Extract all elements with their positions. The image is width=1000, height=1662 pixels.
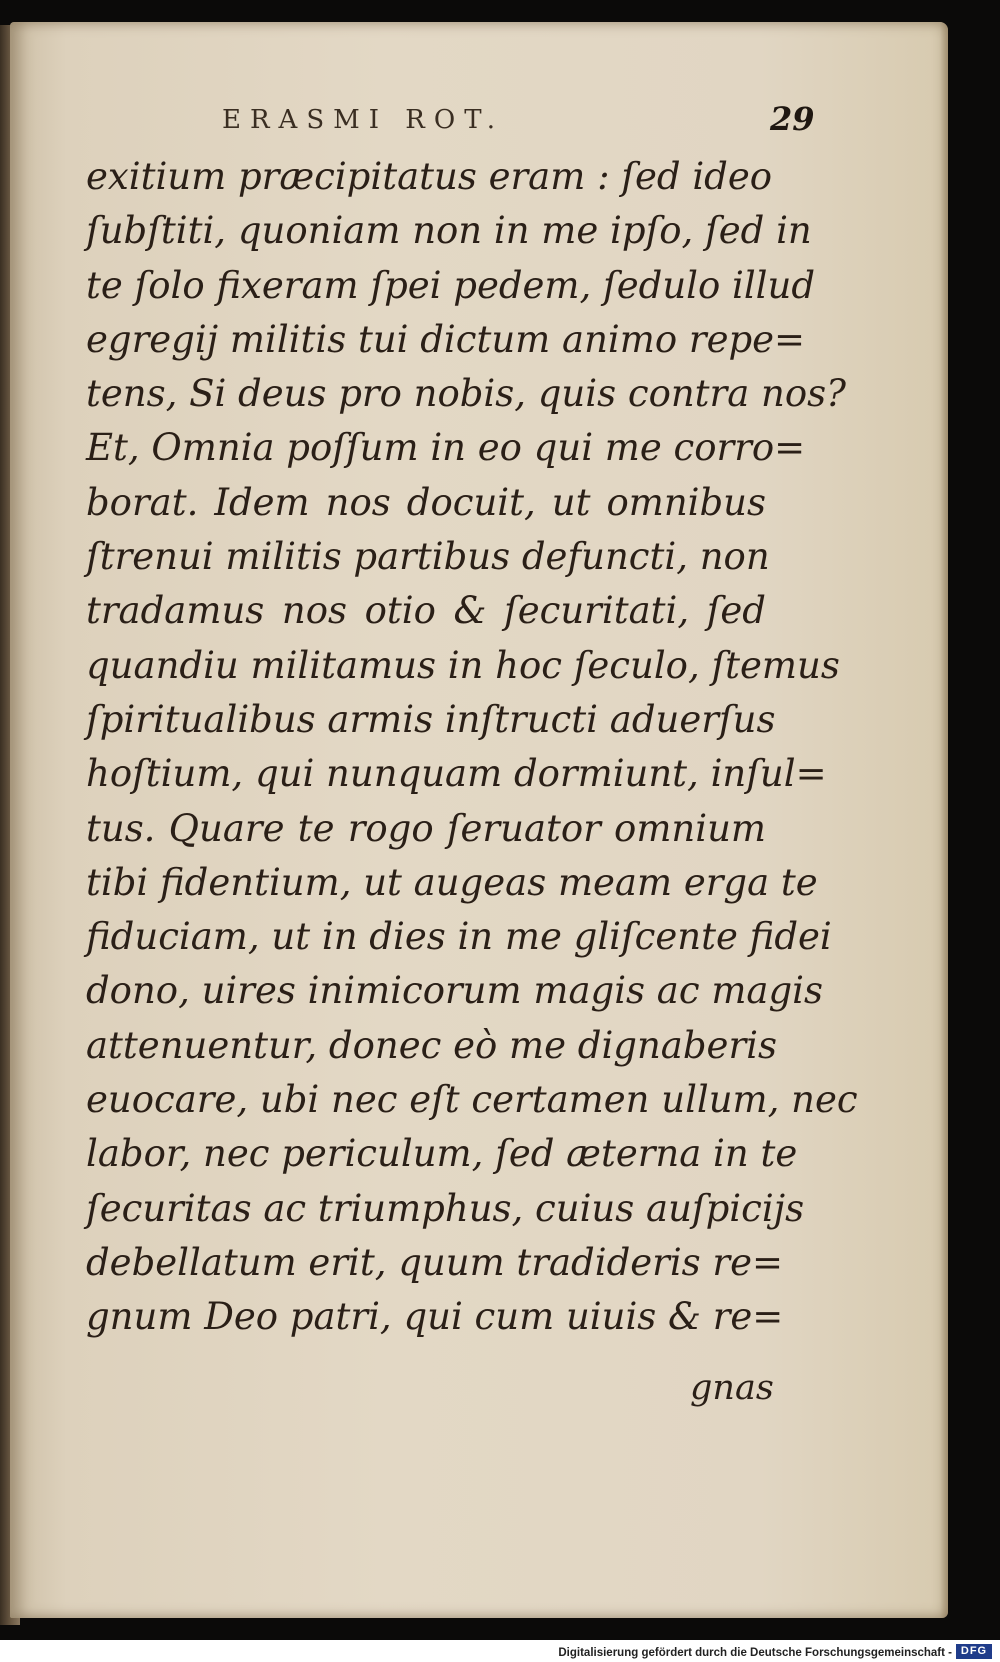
text-line: tibi fidentium, ut augeas meam erga te: [86, 860, 818, 904]
text-line: tus. Quare te rogo ſeruator omnium: [86, 806, 766, 850]
page-edge-shadow: [940, 22, 948, 1618]
funding-credit: Digitalisierung gefördert durch die Deutsche Forschungsgemeinschaft -: [558, 1647, 952, 1659]
catchword: gnas: [690, 1368, 774, 1408]
text-line: te ſolo fixeram ſpei pedem, ſedulo illud: [86, 263, 816, 307]
text-line: dono, uires inimicorum magis ac magis: [86, 969, 823, 1013]
body-text: [86, 150, 858, 1345]
text-line: exitium præcipitatus eram : ſed ideo: [86, 155, 773, 198]
text-line: ſubſtiti, quoniam non in me ipſo, ſed in: [86, 209, 812, 253]
text-line: quandiu militamus in hoc ſeculo, ſtemus: [86, 643, 840, 687]
text-line: borat. Idem nos docuit, ut omnibus: [86, 480, 766, 524]
text-line: gnum Deo patri, qui cum uiuis & re=: [86, 1295, 784, 1339]
text-line: euocare, ubi nec eſt certamen ullum, nec: [86, 1078, 858, 1122]
text-line: attenuentur, donec eò me dignaberis: [86, 1023, 777, 1067]
text-line: ſpiritualibus armis inſtructi aduerſus: [86, 697, 776, 741]
footer-bar: [0, 1640, 1000, 1662]
running-head: ERASMI ROT.: [222, 105, 504, 135]
text-line: debellatum erit, quum tradideris re=: [86, 1240, 784, 1284]
dfg-logo: DFG: [956, 1644, 992, 1659]
text-line: fiduciam, ut in dies in me gliſcente fidei: [86, 915, 832, 959]
text-line: egregij militis tui dictum animo repe=: [86, 317, 806, 361]
text-line: hoſtium, qui nunquam dormiunt, inſul=: [86, 752, 827, 796]
text-line: labor, nec periculum, ſed æterna in te: [86, 1132, 798, 1176]
text-line: Et, Omnia poſſum in eo qui me corro=: [86, 426, 806, 470]
text-line: tens, Si deus pro nobis, quis contra nos?: [86, 372, 846, 416]
text-line: ſecuritas ac triumphus, cuius auſpicijs: [86, 1186, 805, 1230]
page-number: 29: [770, 100, 815, 138]
text-line: ſtrenui militis partibus defuncti, non: [86, 535, 770, 579]
text-line: tradamus nos otio & ſecuritati, ſed: [86, 589, 766, 633]
